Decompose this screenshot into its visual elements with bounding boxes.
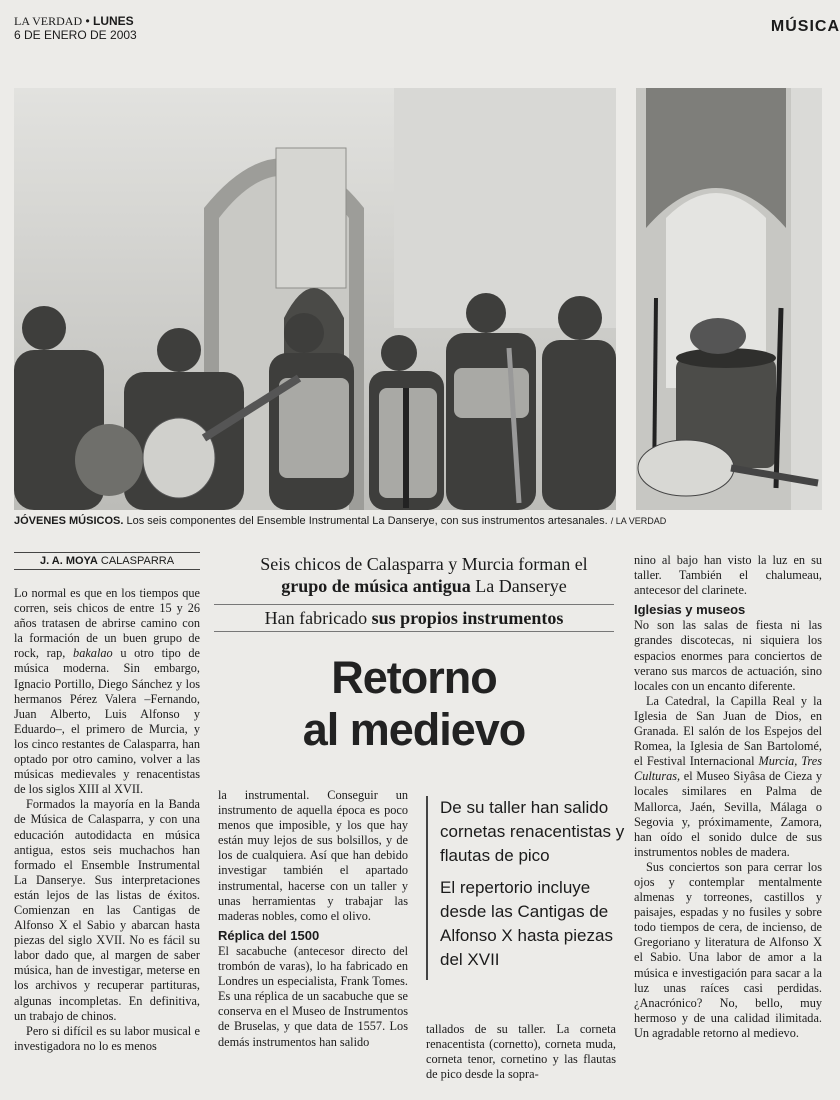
instruments-photo — [636, 88, 822, 510]
masthead-line — [14, 14, 137, 28]
article-column-2 — [218, 788, 408, 1050]
caption-lead: JÓVENES MÚSICOS. — [14, 515, 124, 527]
col4-paragraph-3 — [634, 694, 822, 860]
publication-name: LA VERDAD — [14, 14, 83, 28]
col3-paragraph-1: tallados de su taller. La corneta renacentista (cornetto), corneta muda, corneta tenor, cornetino y las flautas de pico desde la sopra- — [426, 1022, 616, 1082]
masthead-bullet: • — [85, 14, 90, 28]
col1-paragraph-3: Pero si difícil es su labor musical e investigadora no lo es menos — [14, 1023, 200, 1053]
deck2-pre: Han fabricado — [264, 608, 368, 628]
col2-subhead: Réplica del 1500 — [218, 927, 320, 943]
article-column-4 — [634, 553, 822, 1041]
col4-p3-text-b: el Museo Siyâsa de Cieza y locales similares en Palma de Mallorca, Jaén, Sevilla, Málaga o Segovia y, próximamente, Zamora, han oído el sonido dulce de sus instrumentos nobles de madera. — [634, 769, 822, 859]
col4-paragraph-2: No son las salas de fiesta ni las grandes discotecas, ni siquiera los espacios enormes para conciertos de verano sus marcos de actuación, sino locales con un encanto diferente. — [634, 618, 822, 693]
pull-quote-1: De su taller han salido cornetas renacentistas y flautas de pico — [440, 798, 625, 865]
instruments-photo-image — [636, 88, 822, 510]
photo-caption — [14, 514, 814, 528]
pull-quote — [426, 796, 636, 980]
article-column-1 — [14, 586, 200, 1054]
pull-quote-2: El repertorio incluye desde las Cantigas de Alfonso X hasta piezas del XVII — [440, 878, 613, 969]
col4-paragraph-1: nino al bajo han visto la luz en su taller. También el chalumeau, antecesor del clarinete. — [634, 553, 822, 598]
deck-line-2 — [214, 604, 614, 632]
col4-paragraph-4: Sus conciertos son para cerrar los ojos y contemplar mentalmente almenas y torreones, castillos y paisajes, espadas y no fusiles y sobre todo tiempos de cera, de incienso, de Gregoriano y literatura de Alfonso X el Sabio. Una labor de amor a la música e investigación para sacar a la luz unas raíces casi perdidas. ¿Anacrónico? No, bello, muy hermoso y de una calidad ilimitada. Un agradable retorno al medievo. — [634, 859, 822, 1040]
deck1-post: La Danserye — [475, 576, 567, 596]
caption-text: Los seis componentes del Ensemble Instrumental La Danserye, con sus instrumentos artesanales. — [126, 515, 608, 527]
col4-p3-text-a: La Catedral, la Capilla Real y la Iglesia de San Juan de Dios, en Granada. El salón de los Espejos del Romea, la Iglesia de San Bartolomé, el Festival Internacional — [634, 693, 822, 769]
section-title: MÚSICA — [770, 18, 840, 35]
deck2-bold: sus propios instrumentos — [371, 608, 564, 628]
byline — [14, 552, 200, 570]
headline-line-1: Retorno — [331, 652, 497, 703]
caption-credit: / LA VERDAD — [610, 516, 667, 526]
publication-day: LUNES — [93, 14, 134, 28]
col2-paragraph-1: la instrumental. Conseguir un instrumento de aquella época es poco menos que imposible, y los que hay están muy lejos de sus bolsillos, y de los de cualquiera. Así que han debido investigar también el apartado instrumental, hacerse con un taller y unas herramientas y trabajar las maderas nobles, como el olivo. — [218, 788, 408, 923]
col1-p1-italic: bakalao — [73, 646, 113, 661]
deck1-pre: Seis chicos de Calasparra y Murcia forman el — [260, 554, 588, 574]
masthead — [14, 14, 137, 42]
col1-paragraph-2: Formados la mayoría en la Banda de Música de Calasparra, y con una educación autodidacta en música antigua, estos seis muchachos han formado el Ensemble Instrumental La Danserye. Sus interpretaciones están lejos de las listas de éxitos. Comienzan en las Cantigas de Alfonso X el Sabio y abarcan hasta piezas del siglo XVII. No es fácil su labor dado que, al margen de saber música, han de investigar, meterse en los archivos y recuperar partituras, algunas incompletas. En definitiva, un trabajo de chinos. — [14, 797, 200, 1023]
publication-date: 6 DE ENERO DE 2003 — [14, 28, 137, 42]
col1-paragraph-1 — [14, 586, 200, 797]
byline-author: J. A. MOYA — [39, 555, 98, 567]
deck1-bold: grupo de música antigua — [281, 576, 471, 596]
col4-p3-italic: Murcia, Tres Culturas, — [634, 754, 823, 784]
group-photo-image — [14, 88, 616, 510]
deck-line-1 — [214, 553, 634, 597]
group-photo — [14, 88, 616, 510]
col2-paragraph-2: El sacabuche (antecesor directo del trombón de varas), lo ha fabricado en Londres un especialista, Frank Tomes. Es una réplica de un sacabuche que se conserva en el Museo de Instrumentos de Bruselas, y que data de 1557. Los demás instrumentos han salido — [218, 943, 408, 1049]
headline — [214, 652, 614, 756]
headline-line-2: al medievo — [302, 704, 526, 755]
article-column-3 — [426, 1022, 616, 1082]
col4-subhead: Iglesias y museos — [634, 602, 746, 618]
col1-p1-text-b: u otro tipo de música moderna. Sin embargo, Ignacio Portillo, Diego Sánchez y los hermanos Pérez Valera –Fernando, Juan Alberto, Luis Alfonso y Eduardo–, el primero de Murcia, y los cinco restantes de Calasparra, han optado por otro camino, volver a las músicas medievales y renacentistas de los siglos XIII al XVII. — [14, 646, 201, 797]
byline-place: CALASPARRA — [100, 555, 175, 567]
col1-p1-text-a: Lo normal es que en los tiempos que corren, seis chicos de entre 15 y 26 años tratasen de abrirse camino con la formación de un buen grupo de rock, rap, — [14, 586, 200, 661]
